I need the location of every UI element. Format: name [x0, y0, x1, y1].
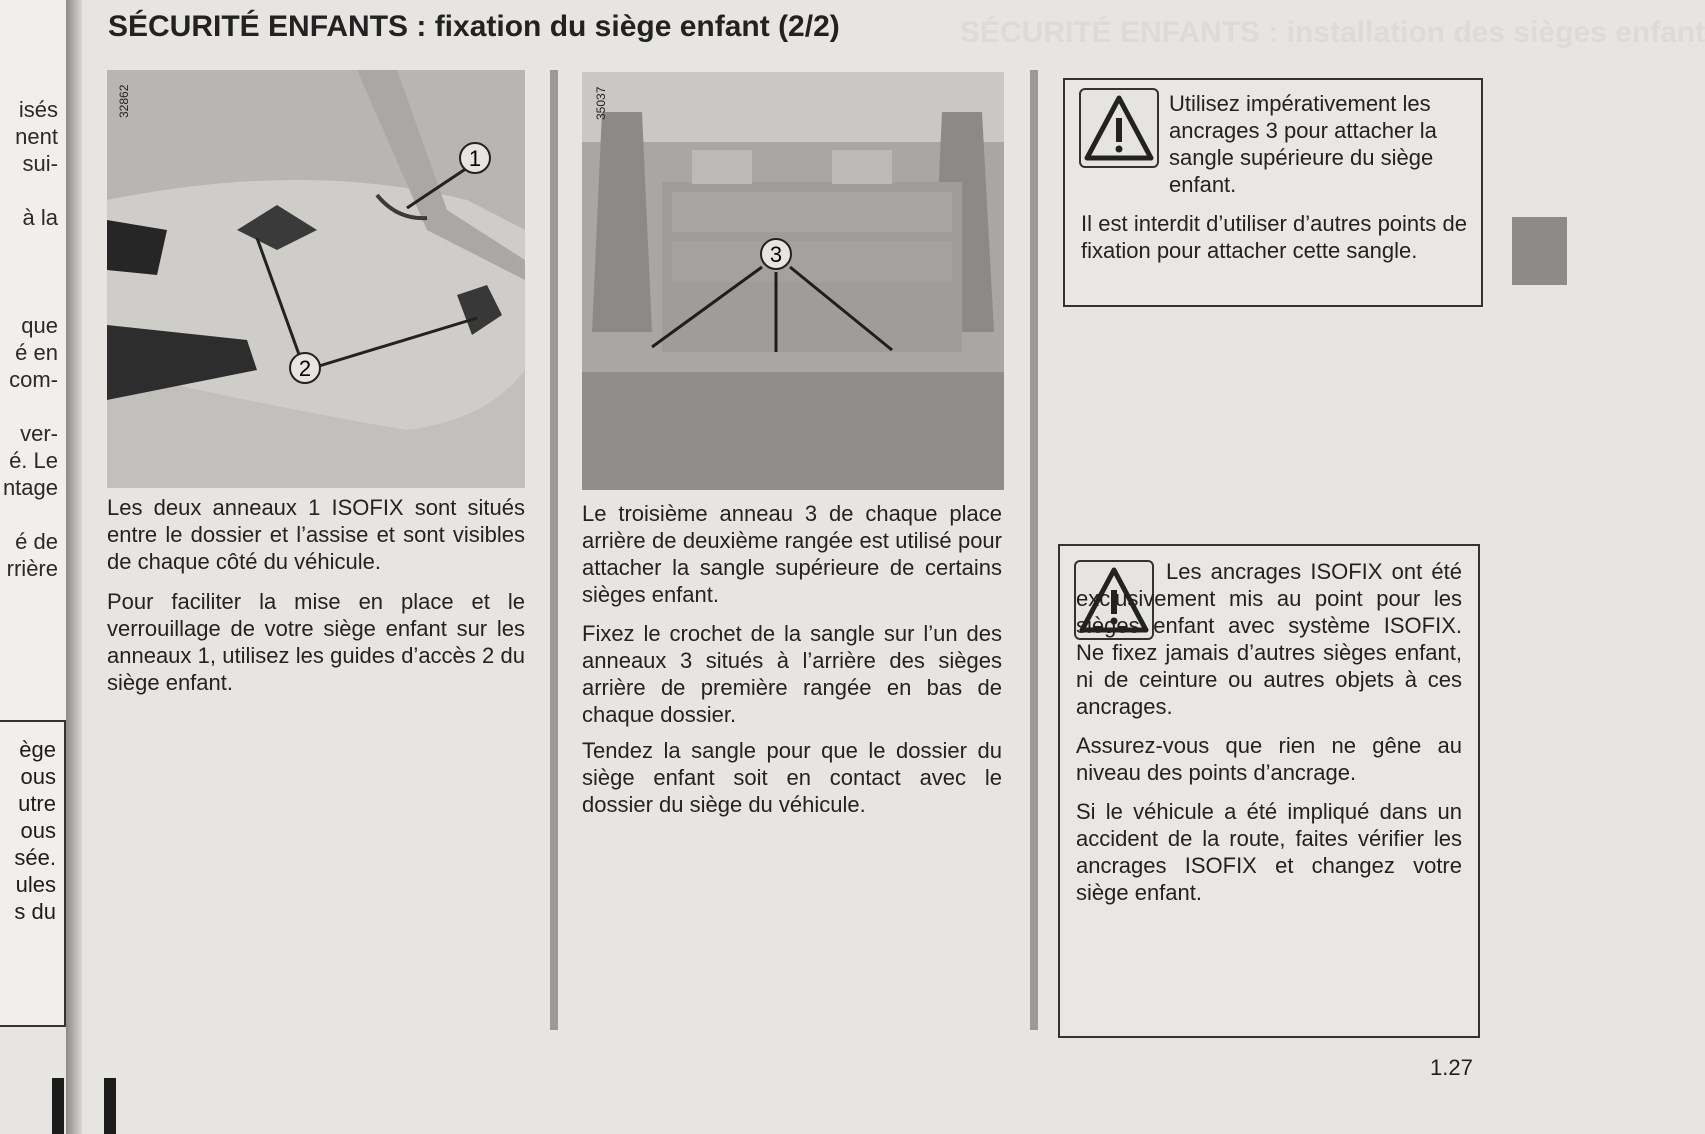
callout-3: 3: [769, 242, 783, 267]
previous-page-line: rrière: [6, 556, 58, 581]
previous-page-line: [0, 285, 58, 312]
isofix-location-paragraph: Les deux anneaux 1 ISOFIX sont situés entre le dossier et l’assise et sont visibles de chaque côté du véhicule.: [107, 495, 525, 574]
previous-page-line: [0, 393, 58, 420]
warning-2-p1: Les ancrages ISOFIX ont été exclusivement mis au point pour les sièges enfant avec système ISOFIX. Ne fixez jamais d’autres sièges enfant, ni de ceinture ou autres objets à ces ancrages.: [1076, 559, 1462, 719]
callout-2: 2: [298, 356, 312, 381]
figure-ref-number: 32862: [117, 84, 131, 118]
tension-paragraph: Tendez la sangle pour que le dossier du siège enfant soit en contact avec le dossier du siège du véhicule.: [582, 738, 1002, 817]
isofix-rings-photo: [107, 70, 525, 488]
hook-paragraph: Fixez le crochet de la sangle sur l’un des anneaux 3 situés à l’arrière des sièges arrière de première rangée en bas de chaque dossier.: [582, 621, 1002, 727]
access-guides-paragraph: Pour faciliter la mise en place et le verrouillage de votre siège enfant sur les anneaux 1, utilisez les guides d’accès 2 du siège enfant.: [107, 589, 525, 695]
previous-page-line: [0, 258, 58, 285]
callout-1: 1: [468, 146, 482, 171]
column-divider: [1030, 70, 1038, 1030]
warning-1-main: Utilisez impérativement les ancrages 3 pour attacher la sangle supérieure du siège enfant.: [1169, 91, 1437, 197]
edge-bar: [104, 1078, 116, 1134]
previous-box-line: sée.: [14, 845, 56, 870]
previous-box-line: s du: [14, 899, 56, 924]
previous-box-line: ous: [20, 764, 56, 789]
warning-2-p3: Si le véhicule a été impliqué dans un accident de la route, faites vérifier les ancrages ISOFIX et changez votre siège enfant.: [1076, 799, 1462, 905]
previous-page-line: [0, 501, 58, 528]
previous-page-text: [0, 96, 58, 582]
warning-2-p2: Assurez-vous que rien ne gêne au niveau des points d’ancrage.: [1076, 733, 1462, 785]
warning-box-anchors: [1063, 78, 1483, 307]
edge-bar: [52, 1078, 64, 1134]
previous-box-line: ège: [19, 737, 56, 762]
previous-page-line: sui-: [22, 151, 58, 176]
third-ring-paragraph: Le troisième anneau 3 de chaque place arrière de deuxième rangée est utilisé pour attacher la sangle supérieure de certains sièges enfant.: [582, 501, 1002, 607]
previous-page-line: ver-: [20, 421, 58, 446]
book-gutter: [66, 0, 82, 1134]
page-number: 1.27: [1430, 1055, 1473, 1080]
previous-box-line: ous: [20, 818, 56, 843]
warning-1-secondary: Il est interdit d’utiliser d’autres points de fixation pour attacher cette sangle.: [1081, 211, 1467, 263]
previous-page-line: nent: [15, 124, 58, 149]
previous-page-line: [0, 231, 58, 258]
previous-page-line: [0, 177, 58, 204]
warning-triangle-icon: [1079, 88, 1159, 168]
previous-page-box: [0, 720, 66, 1027]
warning-box-isofix: [1058, 544, 1480, 1038]
previous-page-line: é. Le: [9, 448, 58, 473]
third-ring-photo: [582, 72, 1004, 490]
previous-page-line: é de: [15, 529, 58, 554]
section-tab-marker: [1512, 217, 1567, 285]
warning-2-text: [1076, 558, 1462, 918]
column-divider: [550, 70, 558, 1030]
figure-ref-number: 35037: [594, 86, 608, 120]
previous-box-line: ules: [15, 872, 56, 897]
previous-page-line: ntage: [2, 475, 58, 500]
previous-page-box-text: [14, 736, 56, 925]
bleed-through-title: SÉCURITÉ ENFANTS : installation des sièges enfant: [960, 16, 1705, 49]
previous-page-line: é en: [15, 340, 58, 365]
page-title: SÉCURITÉ ENFANTS : fixation du siège enfant (2/2): [108, 10, 840, 43]
previous-page-line: isés: [18, 97, 58, 122]
previous-page-line: com-: [9, 367, 58, 392]
previous-page-line: à la: [22, 205, 58, 230]
previous-box-line: utre: [18, 791, 56, 816]
previous-page-line: que: [21, 313, 58, 338]
